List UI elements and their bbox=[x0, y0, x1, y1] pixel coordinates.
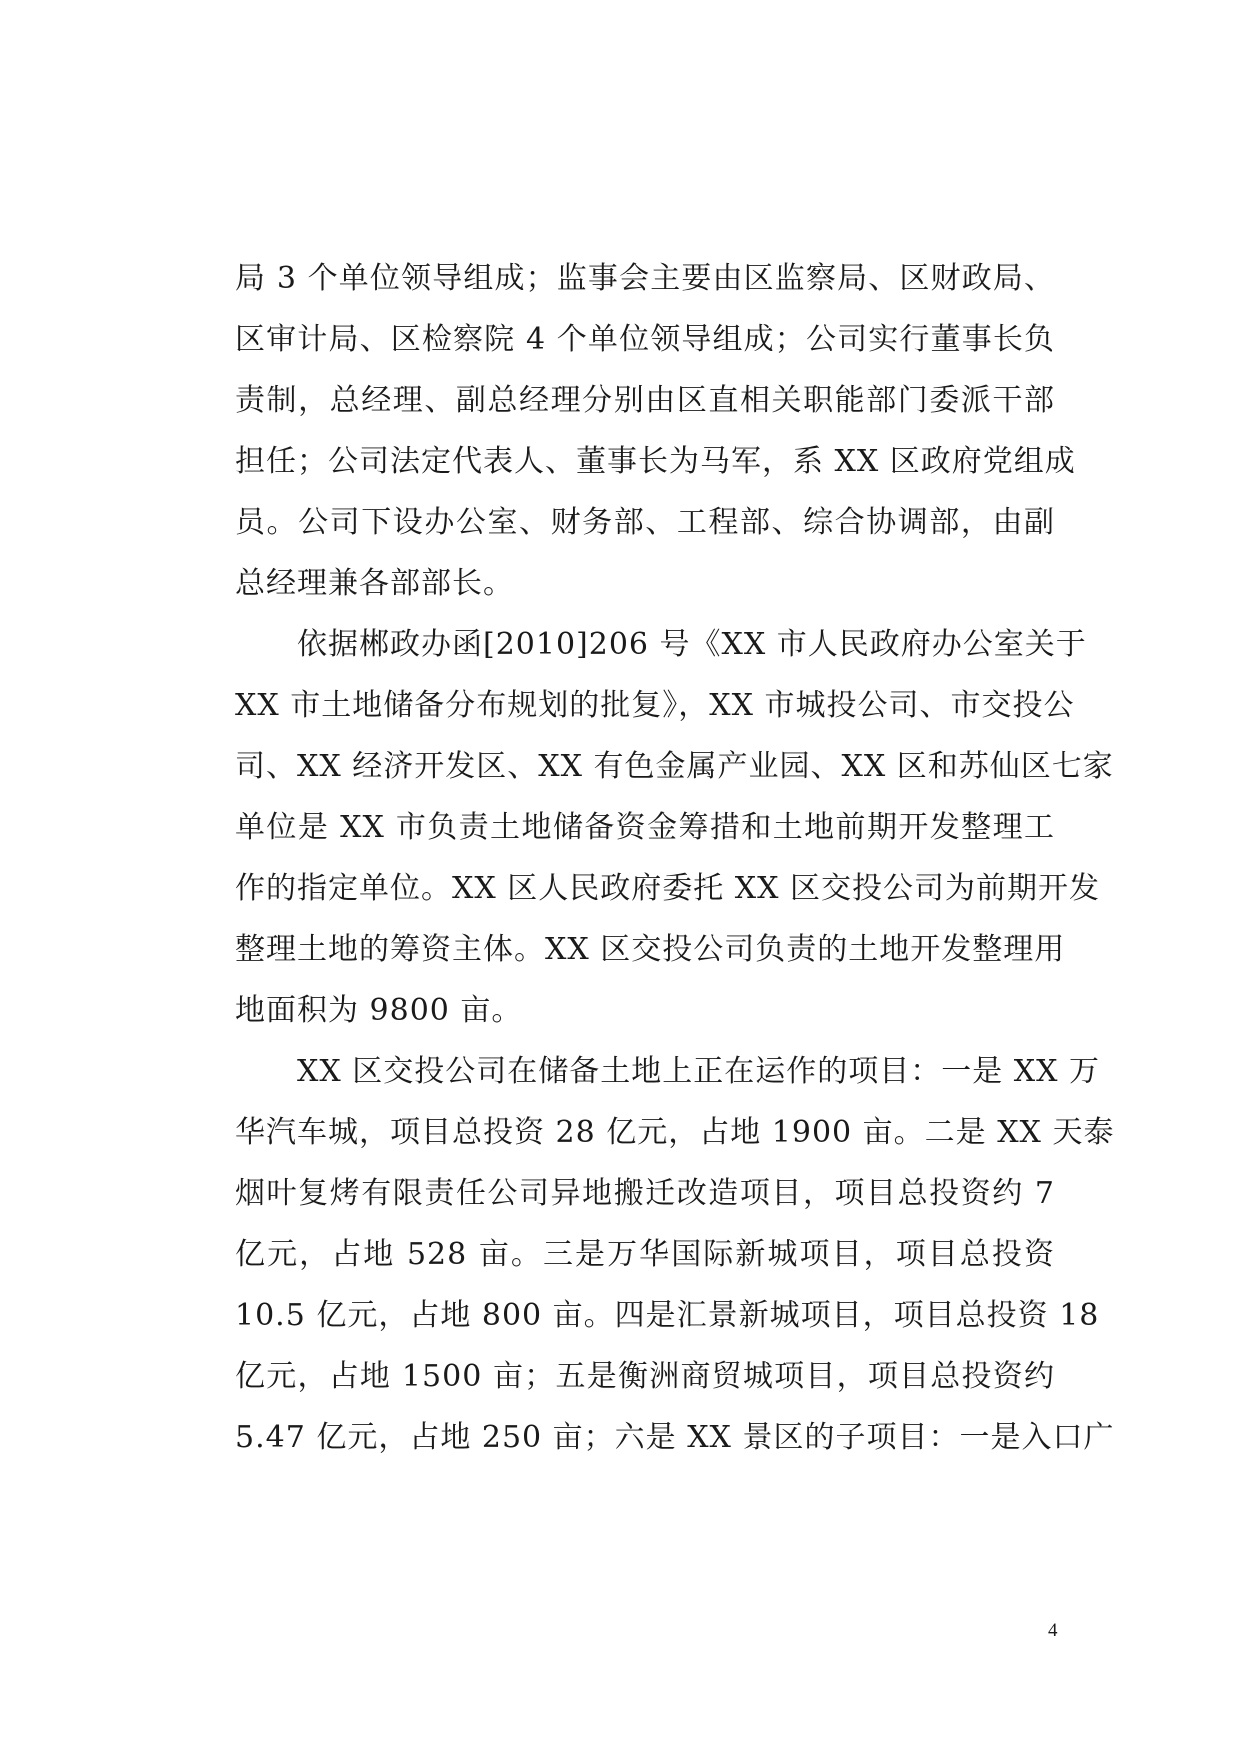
text-line: 亿元，占地 528 亩。三是万华国际新城项目，项目总投资 bbox=[235, 1237, 1055, 1272]
text-line: 地面积为 9800 亩。 bbox=[235, 993, 523, 1028]
text-line: 5.47 亿元，占地 250 亩；六是 XX 景区的子项目：一是入口广 bbox=[235, 1420, 1115, 1455]
text-line: 整理土地的筹资主体。XX 区交投公司负责的土地开发整理用 bbox=[235, 932, 1066, 967]
text-line: 作的指定单位。XX 区人民政府委托 XX 区交投公司为前期开发 bbox=[235, 871, 1101, 906]
text-line: 区审计局、区检察院 4 个单位领导组成；公司实行董事长负 bbox=[235, 322, 1055, 357]
text-line: 总经理兼各部部长。 bbox=[235, 566, 514, 601]
text-line: 责制，总经理、副总经理分别由区直相关职能部门委派干部 bbox=[235, 383, 1055, 418]
page-number: 4 bbox=[1048, 1620, 1058, 1641]
body-text bbox=[235, 248, 1115, 1468]
text-line: XX 市土地储备分布规划的批复》，XX 市城投公司、市交投公 bbox=[235, 688, 1075, 723]
text-line: 单位是 XX 市负责土地储备资金筹措和土地前期开发整理工 bbox=[235, 810, 1055, 845]
text-line: 局 3 个单位领导组成；监事会主要由区监察局、区财政局、 bbox=[235, 261, 1055, 296]
text-line: 担任；公司法定代表人、董事长为马军，系 XX 区政府党组成 bbox=[235, 444, 1076, 479]
paragraph-start-line: XX 区交投公司在储备土地上正在运作的项目：一是 XX 万 bbox=[297, 1054, 1101, 1089]
text-line: 10.5 亿元，占地 800 亩。四是汇景新城项目，项目总投资 18 bbox=[235, 1298, 1100, 1333]
text-line: 员。公司下设办公室、财务部、工程部、综合协调部，由副 bbox=[235, 505, 1055, 540]
paragraph-start-line: 依据郴政办函[2010]206 号《XX 市人民政府办公室关于 bbox=[297, 627, 1087, 662]
text-line: 亿元，占地 1500 亩；五是衡洲商贸城项目，项目总投资约 bbox=[235, 1359, 1055, 1394]
text-line: 华汽车城，项目总投资 28 亿元，占地 1900 亩。二是 XX 天泰 bbox=[235, 1115, 1115, 1150]
text-line: 烟叶复烤有限责任公司异地搬迁改造项目，项目总投资约 7 bbox=[235, 1176, 1055, 1211]
text-line: 司、XX 经济开发区、XX 有色金属产业园、XX 区和苏仙区七家 bbox=[235, 749, 1114, 784]
